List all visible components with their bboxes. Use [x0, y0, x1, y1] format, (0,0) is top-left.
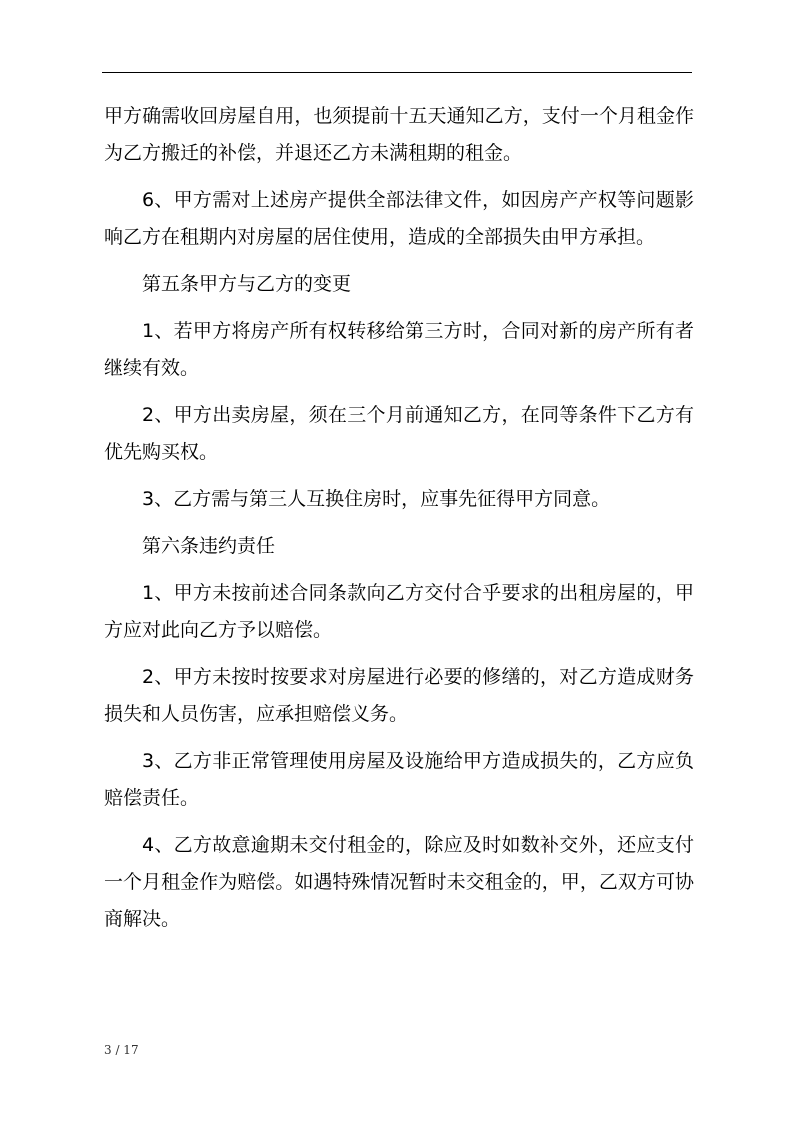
paragraph-8: 1、甲方未按前述合同条款向乙方交付合乎要求的出租房屋的，甲方应对此向乙方予以赔偿。 [104, 582, 694, 641]
paragraph-11: 4、乙方故意逾期未交付租金的，除应及时如数补交外，还应支付一个月租金作为赔偿。如遇特殊情况暂时未交租金的，甲，乙双方可协商解决。 [104, 834, 694, 930]
page-number: 3 / 17 [104, 1043, 139, 1057]
paragraph-2: 6、甲方需对上述房产提供全部法律文件，如因房产产权等问题影响乙方在租期内对房屋的居住使用，造成的全部损失由甲方承担。 [104, 189, 694, 248]
section-heading-6: 第六条违约责任 [142, 535, 276, 557]
paragraph-5: 2、甲方出卖房屋，须在三个月前通知乙方，在同等条件下乙方有优先购买权。 [104, 404, 694, 463]
section-heading-5: 第五条甲方与乙方的变更 [142, 273, 352, 295]
document-body [104, 98, 694, 948]
paragraph-9: 2、甲方未按时按要求对房屋进行必要的修缮的，对乙方造成财务损失和人员伤害，应承担赔偿义务。 [104, 666, 694, 725]
paragraph-6: 3、乙方需与第三人互换住房时，应事先征得甲方同意。 [142, 488, 611, 510]
header-rule [102, 72, 692, 73]
paragraph-1: 甲方确需收回房屋自用，也须提前十五天通知乙方，支付一个月租金作为乙方搬迁的补偿，并退还乙方未满租期的租金。 [104, 105, 694, 164]
paragraph-10: 3、乙方非正常管理使用房屋及设施给甲方造成损失的，乙方应负赔偿责任。 [104, 750, 694, 809]
paragraph-4: 1、若甲方将房产所有权转移给第三方时，合同对新的房产所有者继续有效。 [104, 320, 694, 379]
